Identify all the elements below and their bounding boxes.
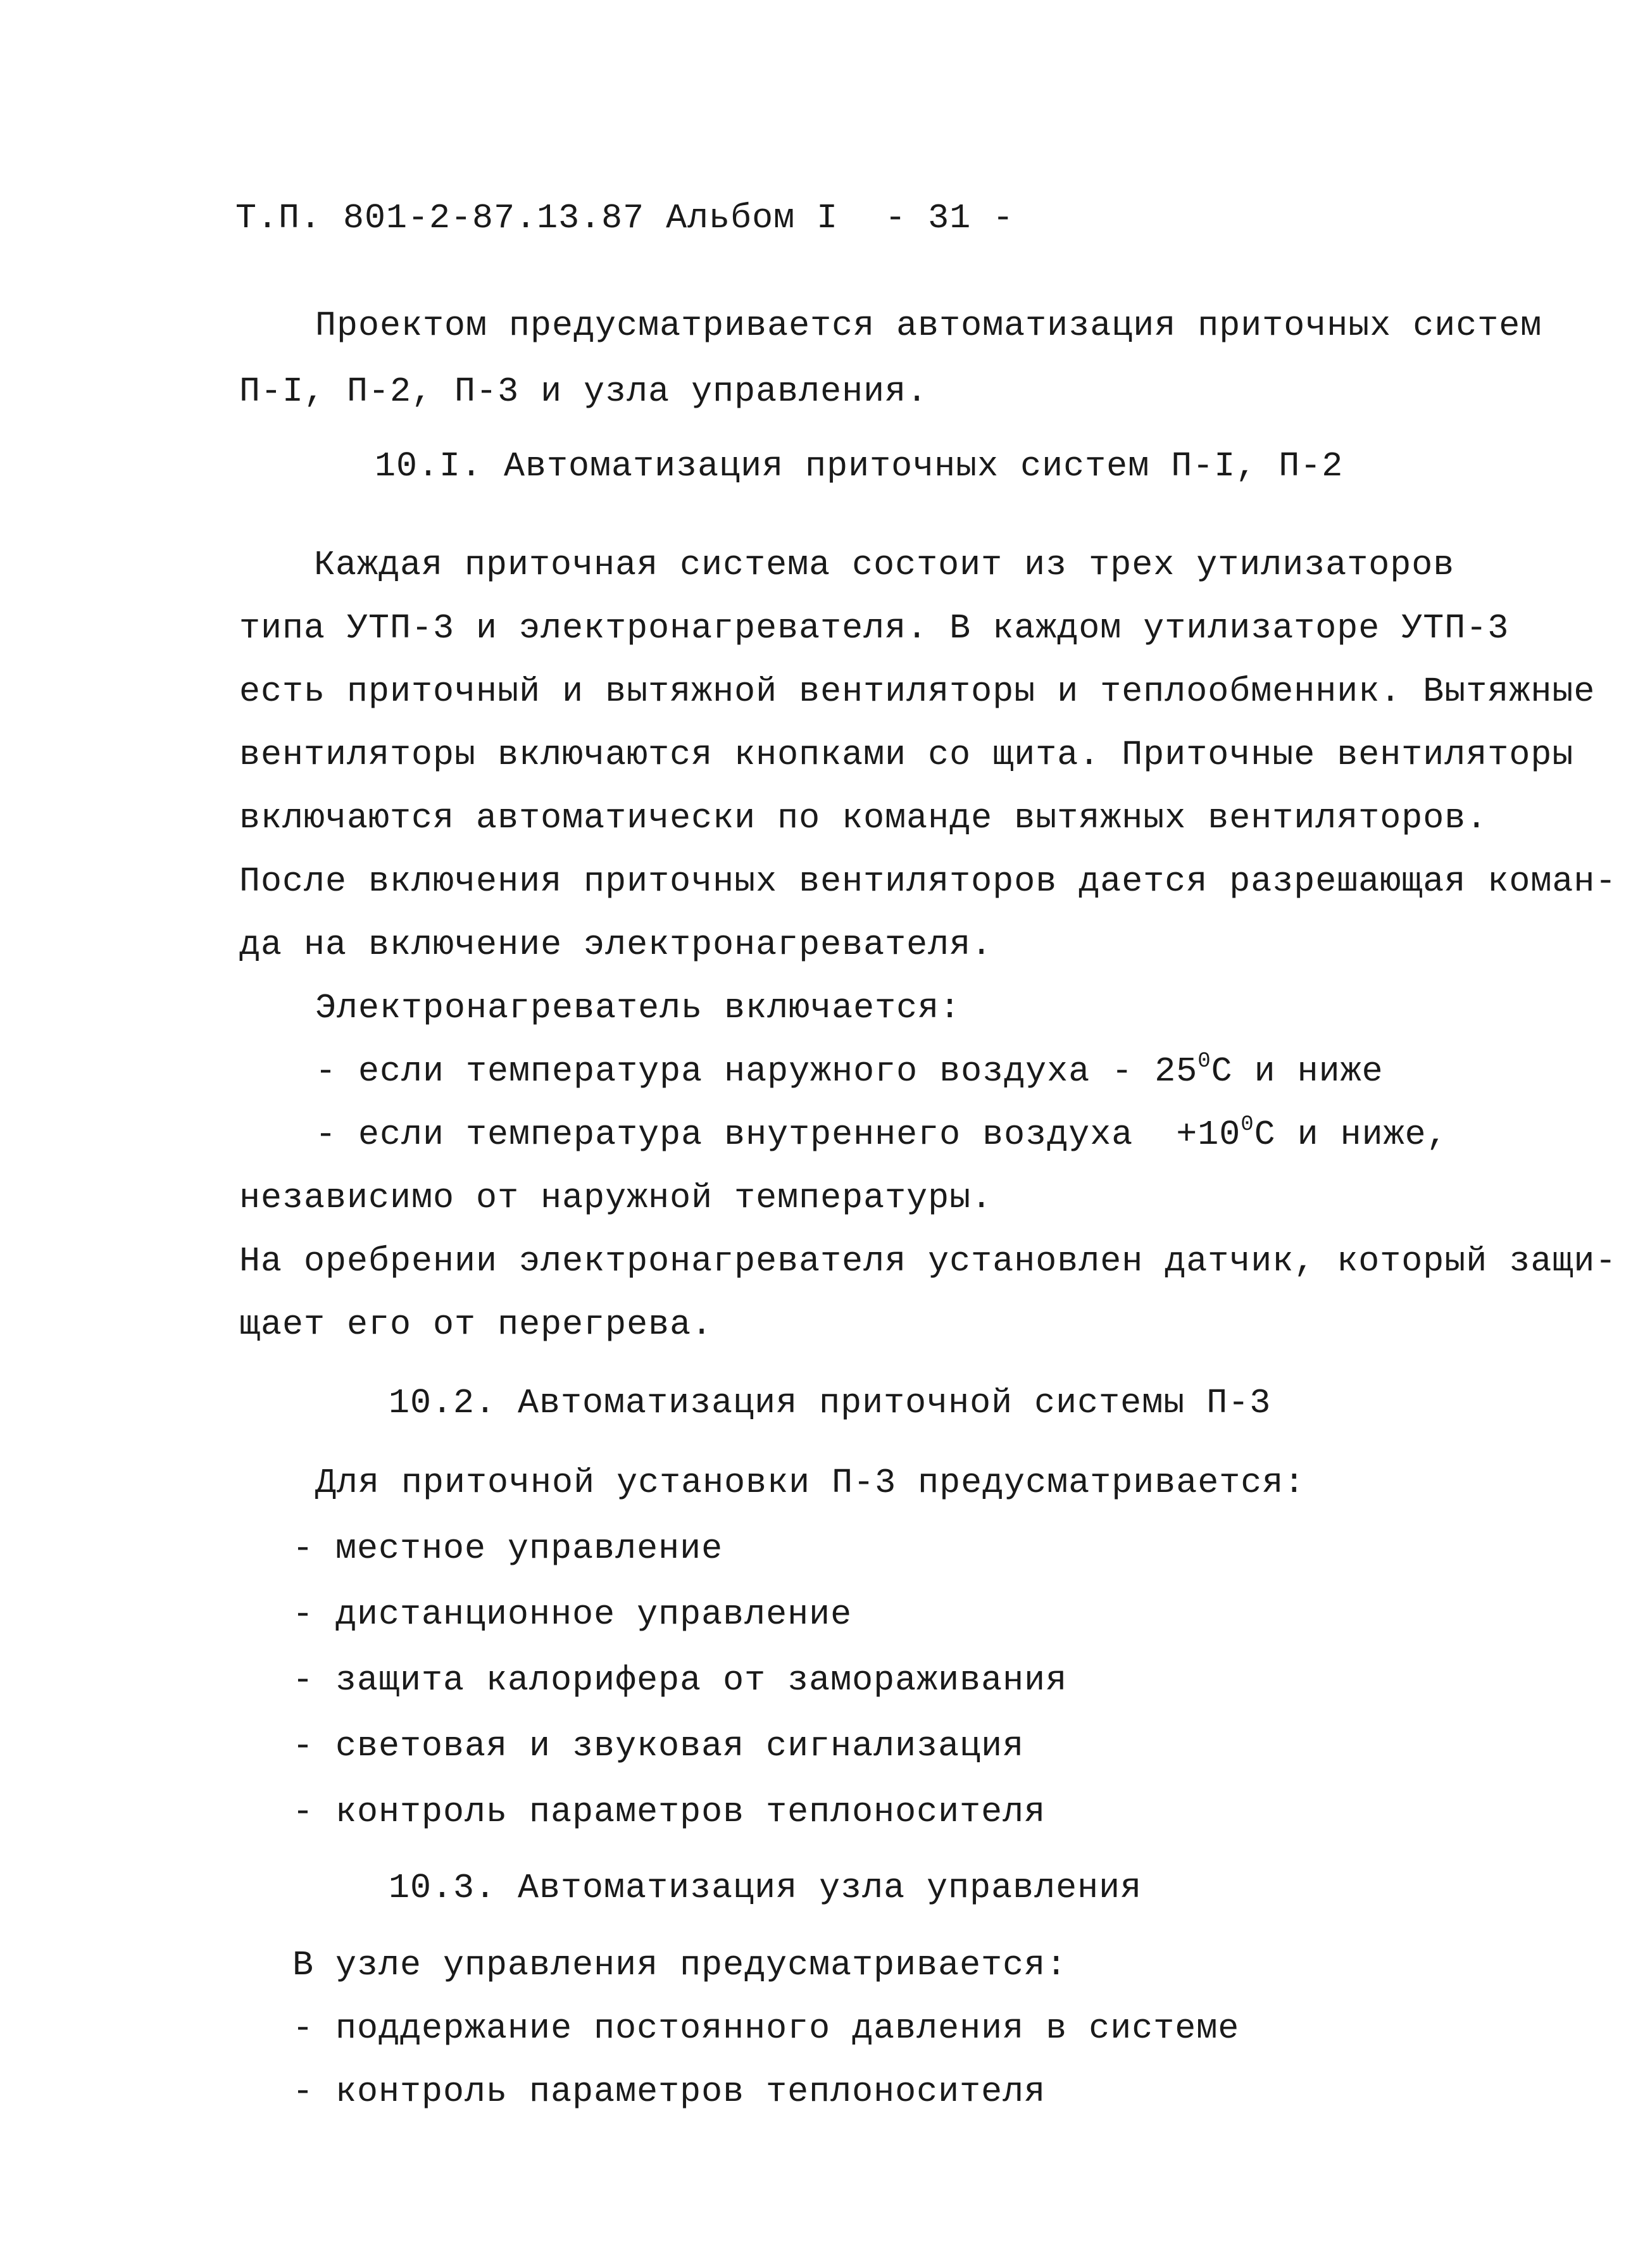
- heater-condition-1: [315, 1049, 1384, 1094]
- section-2-list-item: - контроль параметров теплоносителя: [292, 1792, 1046, 1832]
- condition-1-tail: С и ниже: [1211, 1051, 1384, 1091]
- section-2-heading: 10.2. Автоматизация приточной системы П-3: [389, 1383, 1272, 1423]
- sensor-line-1: На оребрении электронагревателя установлен датчик, который защи-: [239, 1241, 1617, 1281]
- sensor-line-2: щает его от перегрева.: [239, 1305, 713, 1344]
- intro-line-1: Проектом предусматривается автоматизация приточных систем: [315, 306, 1542, 346]
- section-2-list-item: - световая и звуковая сигнализация: [292, 1726, 1025, 1766]
- section-2-list-item: - защита калорифера от замораживания: [292, 1660, 1068, 1700]
- heater-intro: Электронагреватель включается:: [315, 988, 961, 1028]
- condition-2-tail: С и ниже,: [1254, 1115, 1448, 1155]
- section-1-para-line-4: вентиляторы включаются кнопками со щита. Приточные вентиляторы: [239, 735, 1574, 775]
- section-2-list-item: - местное управление: [292, 1529, 723, 1569]
- condition-2-text: - если температура внутреннего воздуха +10: [315, 1115, 1241, 1155]
- section-3-list-item: - контроль параметров теплоносителя: [292, 2072, 1046, 2112]
- section-1-para-line-7: да на включение электронагревателя.: [239, 925, 993, 965]
- section-2-intro: Для приточной установки П-3 предусматривается:: [315, 1463, 1306, 1503]
- condition-1-text: - если температура наружного воздуха - 25: [315, 1051, 1198, 1091]
- section-1-para-line-5: включаются автоматически по команде вытяжных вентиляторов.: [239, 798, 1488, 838]
- heater-condition-2: [315, 1113, 1448, 1157]
- degree-mark: 0: [1197, 1049, 1211, 1074]
- section-1-para-line-6: После включения приточных вентиляторов дается разрешающая коман-: [239, 861, 1617, 901]
- heater-condition-2-continuation: независимо от наружной температуры.: [239, 1178, 993, 1218]
- section-1-para-line-2: типа УТП-3 и электронагревателя. В каждом утилизаторе УТП-3: [239, 608, 1510, 648]
- document-header: [235, 196, 1014, 241]
- section-1-para-line-1: Каждая приточная система состоит из трех утилизаторов: [314, 545, 1455, 585]
- section-1-para-line-3: есть приточный и вытяжной вентиляторы и теплообменник. Вытяжные: [239, 672, 1596, 711]
- intro-line-2: П-I, П-2, П-3 и узла управления.: [239, 372, 928, 411]
- section-3-heading: 10.3. Автоматизация узла управления: [389, 1868, 1142, 1908]
- section-3-intro: В узле управления предусматривается:: [292, 1945, 1068, 1985]
- doc-id: Т.П. 801-2-87.13.87 Альбом I: [235, 198, 839, 238]
- section-3-list-item: - поддержание постоянного давления в системе: [292, 2008, 1240, 2048]
- page-number: - 31 -: [885, 198, 1015, 238]
- section-2-list-item: - дистанционное управление: [292, 1594, 853, 1634]
- section-1-heading: 10.I. Автоматизация приточных систем П-I, П-2: [375, 446, 1344, 486]
- degree-mark: 0: [1241, 1113, 1254, 1137]
